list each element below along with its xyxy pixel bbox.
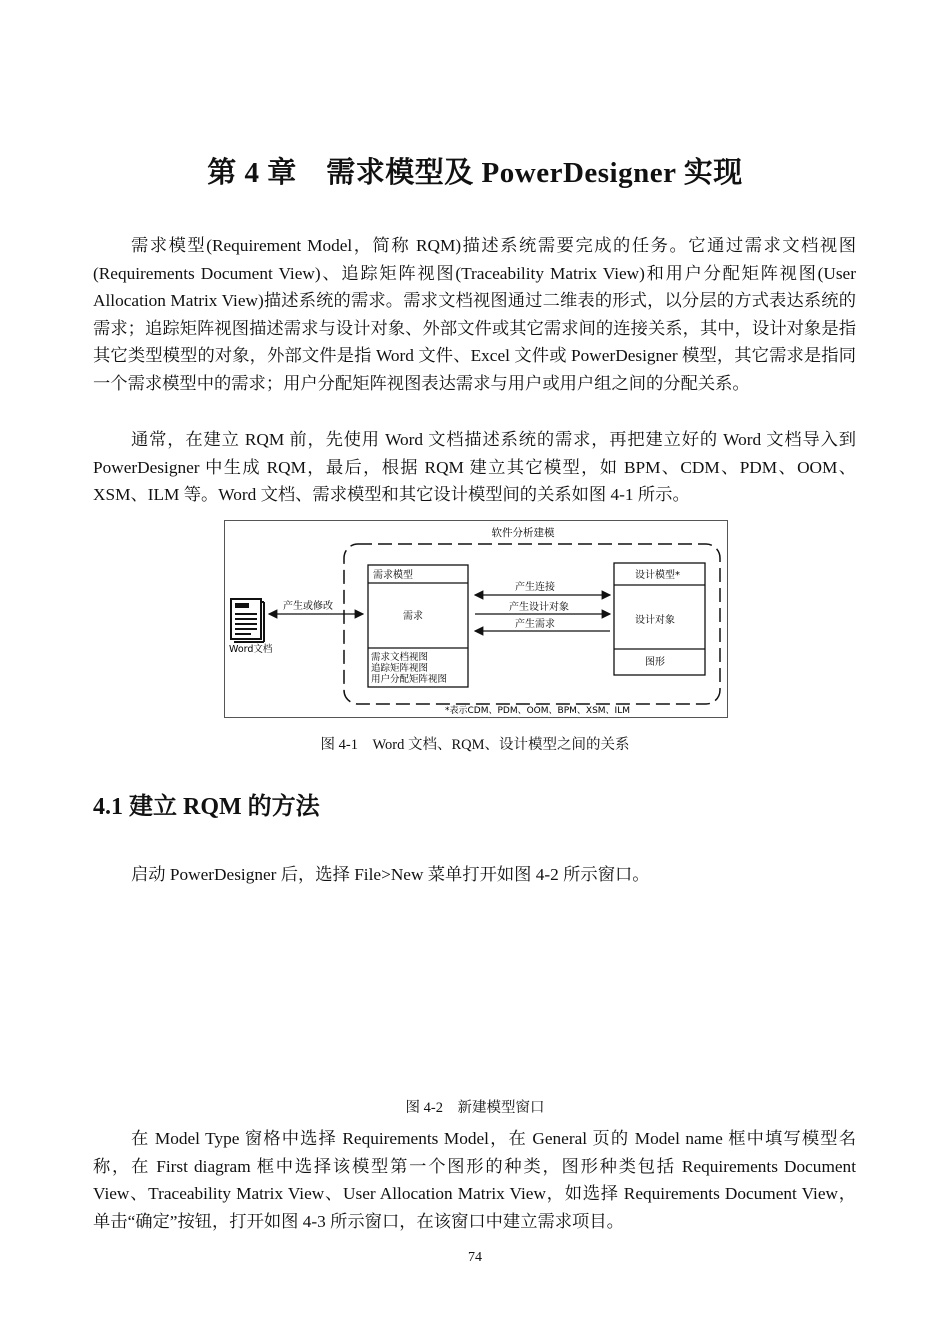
arrow-requirement-label: 产生需求	[515, 619, 555, 630]
arrow-design-object-label: 产生设计对象	[509, 602, 569, 613]
req-model-header: 需求模型	[373, 570, 413, 581]
figure-4-2-placeholder	[93, 900, 856, 1090]
arrow-link-label: 产生连接	[515, 582, 555, 593]
page-number: 74	[468, 1250, 482, 1265]
req-view-allocation: 用户分配矩阵视图	[371, 674, 448, 685]
figure-4-1	[224, 520, 728, 718]
figure-4-2-caption: 图 4-2 新建模型窗口	[405, 1100, 545, 1116]
figure-4-1-diagram	[225, 521, 727, 717]
design-model-footer: 图形	[645, 657, 665, 668]
word-doc-label: Word文档	[229, 644, 273, 655]
word-document-icon	[231, 599, 264, 642]
req-view-document: 需求文档视图	[371, 652, 429, 663]
paragraph-workflow: 通常，在建立 RQM 前，先使用 Word 文档描述系统的需求，再把建立好的 Word 文档导入到 PowerDesigner 中生成 RQM，最后，根据 RQM 建立其它模型，如 BPM、CDM、PDM、OOM、XSM、ILM 等。Word 文档、需求模型和其它设计模型间的关系如图 4-1 所示。	[93, 430, 856, 505]
frame-label: 软件分析建模	[491, 527, 555, 539]
figure-4-1-caption: 图 4-1 Word 文档、RQM、设计模型之间的关系	[320, 737, 630, 753]
paragraph-intro: 需求模型(Requirement Model，简称 RQM)描述系统需要完成的任务。它通过需求文档视图 (Requirements Document View)、追踪矩阵视图(Traceability Matrix View)和用户分配矩阵视图(User Allocation Matrix View)描述系统的需求。需求文档视图通过二维表的形式，以分层的方式表达系统的需求；追踪矩阵视图描述需求与设计对象、外部文件或其它需求间的连接关系，其中，设计对象是指其它类型模型的对象，外部文件是指 Word 文件、Excel 文件或 PowerDesigner 模型，其它需求是指同一个需求模型中的需求；用户分配矩阵视图表达需求与用户或用户组之间的分配关系。	[93, 236, 856, 393]
paragraph-start: 启动 PowerDesigner 后，选择 File>New 菜单打开如图 4-2 所示窗口。	[131, 865, 650, 884]
design-model-header: 设计模型*	[635, 570, 680, 581]
req-model-body: 需求	[403, 611, 423, 622]
req-view-traceability: 追踪矩阵视图	[371, 663, 429, 674]
design-model-body: 设计对象	[635, 615, 675, 626]
figure-footnote: *表示CDM、PDM、OOM、BPM、XSM、ILM	[445, 706, 630, 716]
arrow-word-label: 产生或修改	[283, 601, 333, 612]
paragraph-model-type: 在 Model Type 窗格中选择 Requirements Model，在 General 页的 Model name 框中填写模型名称，在 First diagram 框中选择该模型第一个图形的种类，图形种类包括 Requirements Document View、Traceability Matrix View、User Allocation Matrix View，如选择 Requirements Document View，单击“确定”按钮，打开如图 4-3 所示窗口，在该窗口中建立需求项目。	[93, 1129, 856, 1231]
chapter-title: 第 4 章 需求模型及 PowerDesigner 实现	[207, 157, 743, 189]
section-title: 4.1 建立 RQM 的方法	[93, 794, 320, 820]
